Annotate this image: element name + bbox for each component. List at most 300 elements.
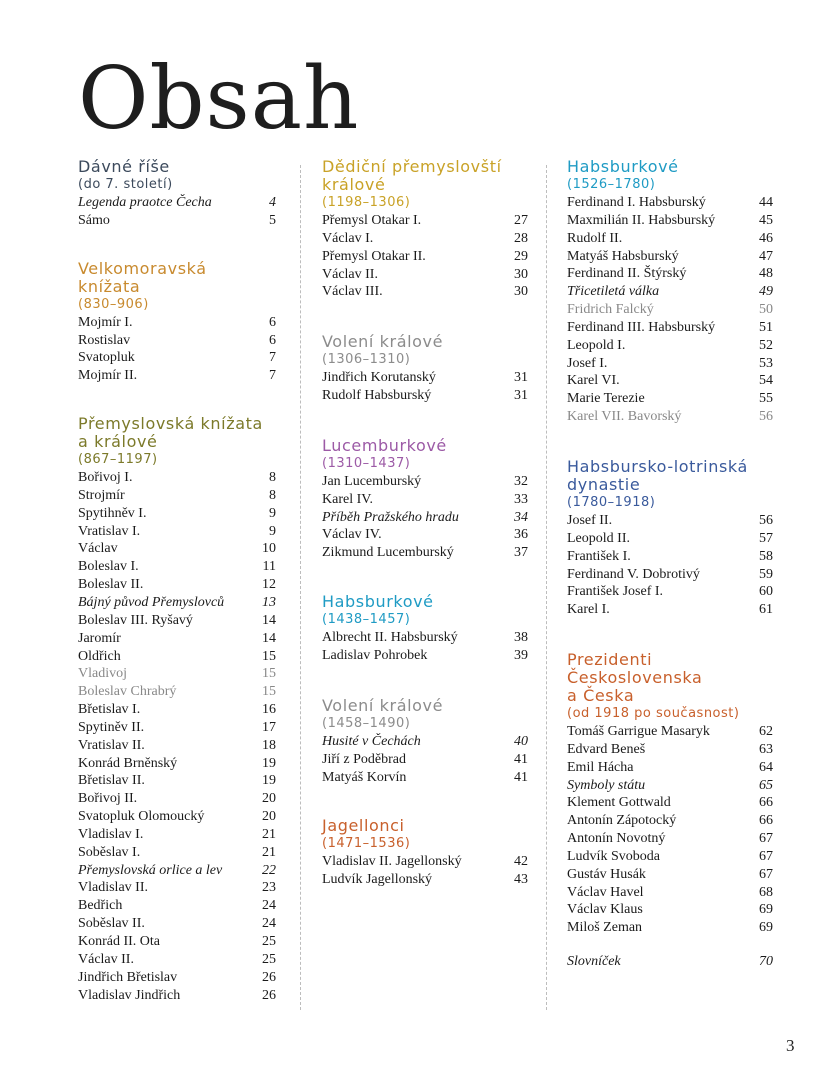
toc-entry[interactable] [322, 212, 528, 230]
entry-page: 66 [759, 795, 773, 811]
toc-entry[interactable] [78, 540, 276, 558]
toc-entry[interactable] [322, 509, 528, 527]
toc-entry[interactable] [567, 390, 773, 408]
section-title: Dědiční přemyslovští [322, 157, 502, 176]
toc-entry[interactable] [567, 830, 773, 848]
entry-page: 37 [514, 545, 528, 561]
entry-page: 59 [759, 566, 773, 582]
entry-name: Slovníček [567, 954, 621, 970]
entry-page: 42 [514, 854, 528, 870]
section-dates: (1526–1780) [567, 177, 656, 192]
entry-page: 9 [269, 505, 276, 521]
entry-name: Rudolf II. [567, 230, 623, 246]
entry-name: Sámo [78, 212, 110, 228]
toc-entry[interactable] [78, 790, 276, 808]
entry-name: Tomáš Garrigue Masaryk [567, 724, 710, 740]
toc-entry[interactable] [322, 248, 528, 266]
entry-page: 21 [262, 826, 276, 842]
entry-page: 40 [514, 733, 528, 749]
entry-page: 56 [759, 409, 773, 425]
entry-name: Josef I. [567, 355, 608, 371]
entry-page: 60 [759, 584, 773, 600]
section-title: Habsbursko-lotrinská [567, 456, 748, 476]
entry-name: Vratislav I. [78, 523, 141, 539]
entry-page: 67 [759, 848, 773, 864]
toc-entry[interactable] [78, 648, 276, 666]
entry-name: Vladislav II. Jagellonský [322, 854, 462, 870]
entry-name: Příběh Pražského hradu [322, 509, 459, 525]
entry-page: 57 [759, 530, 773, 546]
entry-page: 69 [759, 902, 773, 918]
toc-entry[interactable] [78, 951, 276, 969]
toc-entry[interactable] [78, 665, 276, 683]
section-dates: (830–906) [78, 296, 149, 312]
entry-page: 17 [262, 719, 276, 735]
entry-page: 25 [262, 934, 276, 949]
entry-name: Přemysl Otakar II. [322, 248, 426, 264]
toc-entry[interactable] [78, 879, 276, 897]
entry-name: Václav I. [322, 230, 374, 246]
toc-entry[interactable] [567, 230, 773, 248]
entry-name: Václav [78, 541, 118, 557]
entry-name: Jaromír [78, 630, 121, 646]
toc-entry[interactable] [322, 491, 528, 509]
toc-entry[interactable] [567, 866, 773, 884]
toc-entry[interactable] [567, 583, 773, 601]
entry-name: Albrecht II. Habsburský [322, 630, 458, 646]
toc-entry[interactable] [78, 683, 276, 701]
entry-name: Karel IV. [322, 491, 374, 507]
toc-entry[interactable] [78, 808, 276, 826]
section-title: a Česka [567, 686, 635, 706]
toc-entry[interactable] [78, 469, 276, 487]
toc-entry[interactable] [78, 630, 276, 648]
entry-page: 24 [262, 898, 276, 914]
entry-page: 15 [262, 666, 276, 682]
section-dates: (1310–1437) [322, 455, 411, 471]
toc-entry[interactable] [567, 319, 773, 337]
entry-page: 5 [269, 212, 276, 228]
section-title: Československa [567, 668, 703, 688]
section-title: dynastie [567, 474, 641, 494]
entry-page: 24 [262, 916, 276, 932]
entry-name: Břetislav II. [78, 773, 145, 789]
entry-name: Karel VII. Bavorský [567, 409, 682, 425]
entry-page: 7 [269, 368, 276, 384]
entry-name: Zikmund Lucemburský [322, 545, 454, 561]
entry-name: Ferdinand I. Habsburský [567, 195, 706, 210]
section-dates: (do 7. století) [78, 177, 173, 192]
page-number: 3 [786, 1036, 795, 1055]
entry-page: 7 [269, 350, 276, 366]
entry-name: Václav III. [322, 284, 383, 300]
toc-section [322, 437, 528, 562]
entry-name: Leopold I. [567, 337, 626, 353]
entry-name: Bořivoj I. [78, 470, 133, 486]
section-title: Velkomoravská [78, 258, 207, 278]
entry-page: 8 [269, 487, 276, 503]
toc-entry[interactable] [322, 751, 528, 769]
toc-section [322, 697, 528, 787]
toc-entry[interactable] [78, 332, 276, 350]
toc-entry[interactable] [78, 576, 276, 594]
toc-entry[interactable] [322, 473, 528, 491]
toc-entry[interactable] [78, 212, 276, 230]
entry-name: Gustáv Husák [567, 866, 646, 882]
toc-entry[interactable] [567, 372, 773, 390]
entry-page: 39 [514, 647, 528, 663]
entry-name: Přemysl Otakar I. [322, 213, 422, 228]
toc-entry[interactable] [567, 408, 773, 426]
toc-entry[interactable] [78, 523, 276, 541]
toc-entry[interactable] [322, 230, 528, 248]
entry-page: 15 [262, 684, 276, 700]
toc-entry[interactable] [322, 283, 528, 301]
entry-name: Boleslav III. Ryšavý [78, 612, 193, 628]
page-title: Obsah [78, 49, 360, 149]
toc-entry[interactable] [78, 772, 276, 790]
entry-name: Matyáš Habsburský [567, 248, 679, 264]
section-dates: (1306–1310) [322, 352, 411, 368]
entry-name: Soběslav I. [78, 844, 141, 860]
entry-page: 55 [759, 391, 773, 407]
entry-name: Leopold II. [567, 530, 630, 546]
entry-page: 32 [514, 473, 528, 489]
entry-page: 46 [759, 230, 773, 246]
entry-page: 22 [262, 862, 276, 878]
entry-name: Ferdinand II. Štýrský [567, 266, 687, 282]
section-title: Lucemburkové [322, 435, 447, 455]
toc-entry[interactable] [322, 629, 528, 647]
section-title: Jagellonci [322, 816, 405, 836]
entry-name: Vladislav I. [78, 826, 144, 842]
toc-entry[interactable] [78, 969, 276, 987]
toc-entry[interactable] [322, 769, 528, 787]
entry-page: 34 [514, 509, 528, 525]
entry-page: 68 [759, 884, 773, 900]
toc-entry[interactable] [78, 194, 276, 212]
entry-name: Václav II. [322, 266, 378, 282]
toc-entry[interactable] [567, 248, 773, 266]
toc-entry[interactable] [78, 844, 276, 862]
entry-name: Svatopluk Olomoucký [78, 809, 205, 825]
entry-name: Břetislav I. [78, 702, 141, 718]
entry-name: Bájný původ Přemyslovců [78, 594, 225, 610]
entry-name: Třicetiletá válka [567, 284, 660, 300]
entry-name: Jiří z Poděbrad [322, 751, 406, 767]
toc-section [567, 458, 773, 619]
toc-entry[interactable] [567, 884, 773, 902]
entry-page: 64 [759, 759, 773, 775]
entry-page: 19 [262, 755, 276, 771]
entry-name: Vratislav II. [78, 737, 145, 753]
entry-page: 61 [759, 602, 773, 618]
entry-page: 16 [262, 702, 276, 718]
section-title: Prezidenti [567, 650, 653, 670]
toc-entry[interactable] [78, 915, 276, 933]
entry-page: 11 [262, 559, 276, 575]
toc-entry[interactable] [78, 737, 276, 755]
entry-name: Ladislav Pohrobek [322, 647, 428, 663]
entry-name: Boleslav II. [78, 577, 144, 593]
toc-entry[interactable] [78, 826, 276, 844]
toc-entry[interactable] [322, 871, 528, 889]
toc-section [78, 260, 276, 385]
section-title: Volení králové [322, 695, 444, 715]
entry-name: Emil Hácha [567, 759, 634, 775]
entry-page: 19 [262, 773, 276, 789]
entry-name: Matyáš Korvín [322, 769, 407, 785]
entry-page: 13 [262, 594, 276, 610]
entry-name: Ferdinand V. Dobrotivý [567, 566, 700, 582]
toc-entry[interactable] [78, 987, 276, 1005]
entry-name: Vladislav Jindřich [78, 987, 181, 1003]
toc-entry[interactable] [78, 755, 276, 773]
entry-page: 8 [269, 470, 276, 486]
toc-entry[interactable] [78, 612, 276, 630]
entry-page: 50 [759, 302, 773, 318]
entry-name: Svatopluk [78, 350, 135, 366]
section-title: Přemyslovská knížata [78, 414, 263, 434]
entry-page: 51 [759, 319, 773, 335]
section-title: a králové [78, 432, 158, 452]
toc-entry[interactable] [567, 777, 773, 795]
toc-entry[interactable] [567, 265, 773, 283]
entry-name: Mojmír II. [78, 368, 138, 384]
entry-page: 41 [514, 751, 528, 767]
entry-name: Josef II. [567, 512, 613, 528]
entry-page: 20 [262, 809, 276, 825]
entry-name: Jindřich Korutanský [322, 370, 436, 386]
toc-section [78, 415, 276, 1004]
entry-name: Ludvík Svoboda [567, 848, 660, 864]
toc-column-1 [78, 158, 276, 1004]
entry-page: 20 [262, 791, 276, 807]
toc-entry[interactable] [322, 526, 528, 544]
entry-name: Karel VI. [567, 373, 620, 389]
entry-page: 45 [759, 212, 773, 228]
toc-entry[interactable] [567, 212, 773, 230]
entry-page: 26 [262, 969, 276, 985]
entry-name: Bedřich [78, 898, 123, 914]
entry-name: Jindřich Břetislav [78, 969, 178, 985]
entry-page: 27 [514, 213, 528, 228]
toc-entry[interactable] [78, 314, 276, 332]
section-title: Volení králové [322, 332, 444, 352]
toc-section [78, 158, 276, 230]
toc-entry[interactable] [567, 601, 773, 619]
toc-entry[interactable] [567, 901, 773, 919]
entry-page: 15 [262, 648, 276, 664]
toc-section [322, 817, 528, 889]
entry-page: 49 [759, 284, 773, 300]
toc-entry[interactable] [567, 919, 773, 937]
toc-entry[interactable] [567, 812, 773, 830]
entry-page: 28 [514, 230, 528, 246]
toc-entry[interactable] [567, 848, 773, 866]
toc-entry[interactable] [78, 487, 276, 505]
section-title: Habsburkové [322, 592, 434, 612]
entry-page: 38 [514, 630, 528, 646]
entry-page: 58 [759, 548, 773, 564]
entry-page: 18 [262, 737, 276, 753]
entry-page: 63 [759, 741, 773, 757]
section-dates: (1471–1536) [322, 836, 411, 852]
entry-name: Boleslav Chrabrý [78, 684, 177, 700]
toc-entry[interactable] [567, 566, 773, 584]
entry-page: 33 [514, 491, 528, 507]
section-dates: (1458–1490) [322, 715, 411, 731]
entry-page: 66 [759, 813, 773, 829]
entry-name: Konrád Brněnský [78, 755, 178, 771]
entry-name: Vladislav II. [78, 880, 148, 896]
entry-page: 21 [262, 844, 276, 860]
entry-name: František I. [567, 548, 631, 564]
entry-name: Oldřich [78, 648, 121, 664]
entry-page: 70 [759, 954, 773, 970]
entry-name: František Josef I. [567, 584, 664, 600]
toc-entry[interactable] [567, 723, 773, 741]
entry-page: 48 [759, 266, 773, 282]
toc-entry[interactable] [567, 759, 773, 777]
section-title: králové [322, 175, 386, 194]
toc-entry[interactable] [567, 194, 773, 212]
toc-entry[interactable] [567, 794, 773, 812]
section-dates: (867–1197) [78, 452, 158, 468]
column-divider [546, 165, 547, 1010]
entry-page: 44 [759, 195, 773, 210]
entry-name: Václav IV. [322, 527, 382, 543]
toc-entry[interactable] [322, 733, 528, 751]
toc-entry[interactable] [567, 355, 773, 373]
toc-entry[interactable] [78, 933, 276, 951]
toc-entry[interactable] [78, 367, 276, 385]
toc-section [567, 651, 773, 937]
toc-entry[interactable] [567, 530, 773, 548]
toc-entry[interactable] [567, 512, 773, 530]
entry-page: 30 [514, 266, 528, 282]
entry-name: Fridrich Falcký [567, 302, 654, 318]
entry-page: 52 [759, 337, 773, 353]
toc-entry[interactable] [322, 369, 528, 387]
entry-name: Václav Havel [567, 884, 644, 900]
entry-page: 26 [262, 987, 276, 1003]
entry-name: Legenda praotce Čecha [78, 195, 212, 210]
entry-name: Antonín Novotný [567, 831, 666, 847]
entry-name: Mojmír I. [78, 314, 133, 330]
entry-page: 10 [262, 541, 276, 557]
entry-name: Edvard Beneš [567, 741, 646, 757]
entry-page: 54 [759, 373, 773, 389]
entry-name: Boleslav I. [78, 559, 139, 575]
toc-entry[interactable] [567, 953, 773, 971]
toc-entry[interactable] [567, 337, 773, 355]
toc-entry[interactable] [322, 853, 528, 871]
entry-page: 9 [269, 523, 276, 539]
toc-entry[interactable] [78, 558, 276, 576]
entry-name: Spytiněv II. [78, 719, 145, 735]
entry-name: Konrád II. Ota [78, 934, 161, 949]
entry-name: Bořivoj II. [78, 791, 138, 807]
toc-entry[interactable] [78, 719, 276, 737]
toc-entry[interactable] [567, 283, 773, 301]
entry-page: 30 [514, 284, 528, 300]
toc-entry[interactable] [567, 741, 773, 759]
entry-name: Přemyslovská orlice a lev [78, 862, 223, 878]
toc-entry[interactable] [78, 505, 276, 523]
toc-entry[interactable] [78, 349, 276, 367]
entry-name: Strojmír [78, 487, 125, 503]
entry-name: Miloš Zeman [567, 920, 643, 936]
toc-section [322, 158, 528, 301]
entry-name: Husité v Čechách [322, 733, 421, 749]
toc-entry[interactable] [78, 594, 276, 612]
toc-entry[interactable] [322, 387, 528, 405]
toc-entry[interactable] [322, 544, 528, 562]
toc-entry[interactable] [322, 647, 528, 665]
toc-entry[interactable] [78, 897, 276, 915]
entry-page: 14 [262, 630, 276, 646]
toc-section [322, 593, 528, 665]
entry-page: 56 [759, 512, 773, 528]
section-dates: (od 1918 po současnost) [567, 706, 740, 722]
entry-page: 6 [269, 332, 276, 348]
entry-name: Antonín Zápotocký [567, 813, 677, 829]
toc-entry[interactable] [567, 548, 773, 566]
section-title: Habsburkové [567, 157, 679, 176]
toc-entry[interactable] [78, 701, 276, 719]
entry-name: Rostislav [78, 332, 131, 348]
section-dates: (1198–1306) [322, 195, 411, 210]
entry-page: 31 [514, 370, 528, 386]
entry-name: Ferdinand III. Habsburský [567, 319, 716, 335]
entry-page: 14 [262, 612, 276, 628]
entry-page: 43 [514, 872, 528, 888]
entry-page: 36 [514, 527, 528, 543]
column-divider [300, 165, 301, 1010]
entry-page: 65 [759, 777, 773, 793]
section-dates: (1780–1918) [567, 494, 656, 510]
entry-name: Spytihněv I. [78, 505, 147, 521]
toc-section [322, 333, 528, 405]
toc-section [567, 953, 773, 971]
section-title: Dávné říše [78, 157, 170, 176]
entry-page: 4 [269, 195, 276, 210]
entry-page: 12 [262, 577, 276, 593]
entry-name: Karel I. [567, 602, 610, 618]
section-dates: (1438–1457) [322, 612, 411, 628]
entry-page: 23 [262, 880, 276, 896]
toc-entry[interactable] [78, 862, 276, 880]
entry-name: Maxmilián II. Habsburský [567, 212, 716, 228]
entry-page: 67 [759, 831, 773, 847]
entry-name: Klement Gottwald [567, 795, 671, 811]
toc-entry[interactable] [322, 266, 528, 284]
entry-page: 67 [759, 866, 773, 882]
entry-name: Rudolf Habsburský [322, 388, 432, 404]
toc-entry[interactable] [567, 301, 773, 319]
entry-page: 41 [514, 769, 528, 785]
entry-name: Marie Terezie [567, 391, 645, 407]
entry-page: 25 [262, 951, 276, 967]
toc-column-3 [567, 158, 773, 971]
entry-name: Václav II. [78, 951, 134, 967]
entry-name: Václav Klaus [567, 902, 643, 918]
entry-page: 47 [759, 248, 773, 264]
toc-column-2 [322, 158, 528, 889]
entry-page: 69 [759, 920, 773, 936]
entry-name: Vladivoj [78, 666, 127, 682]
